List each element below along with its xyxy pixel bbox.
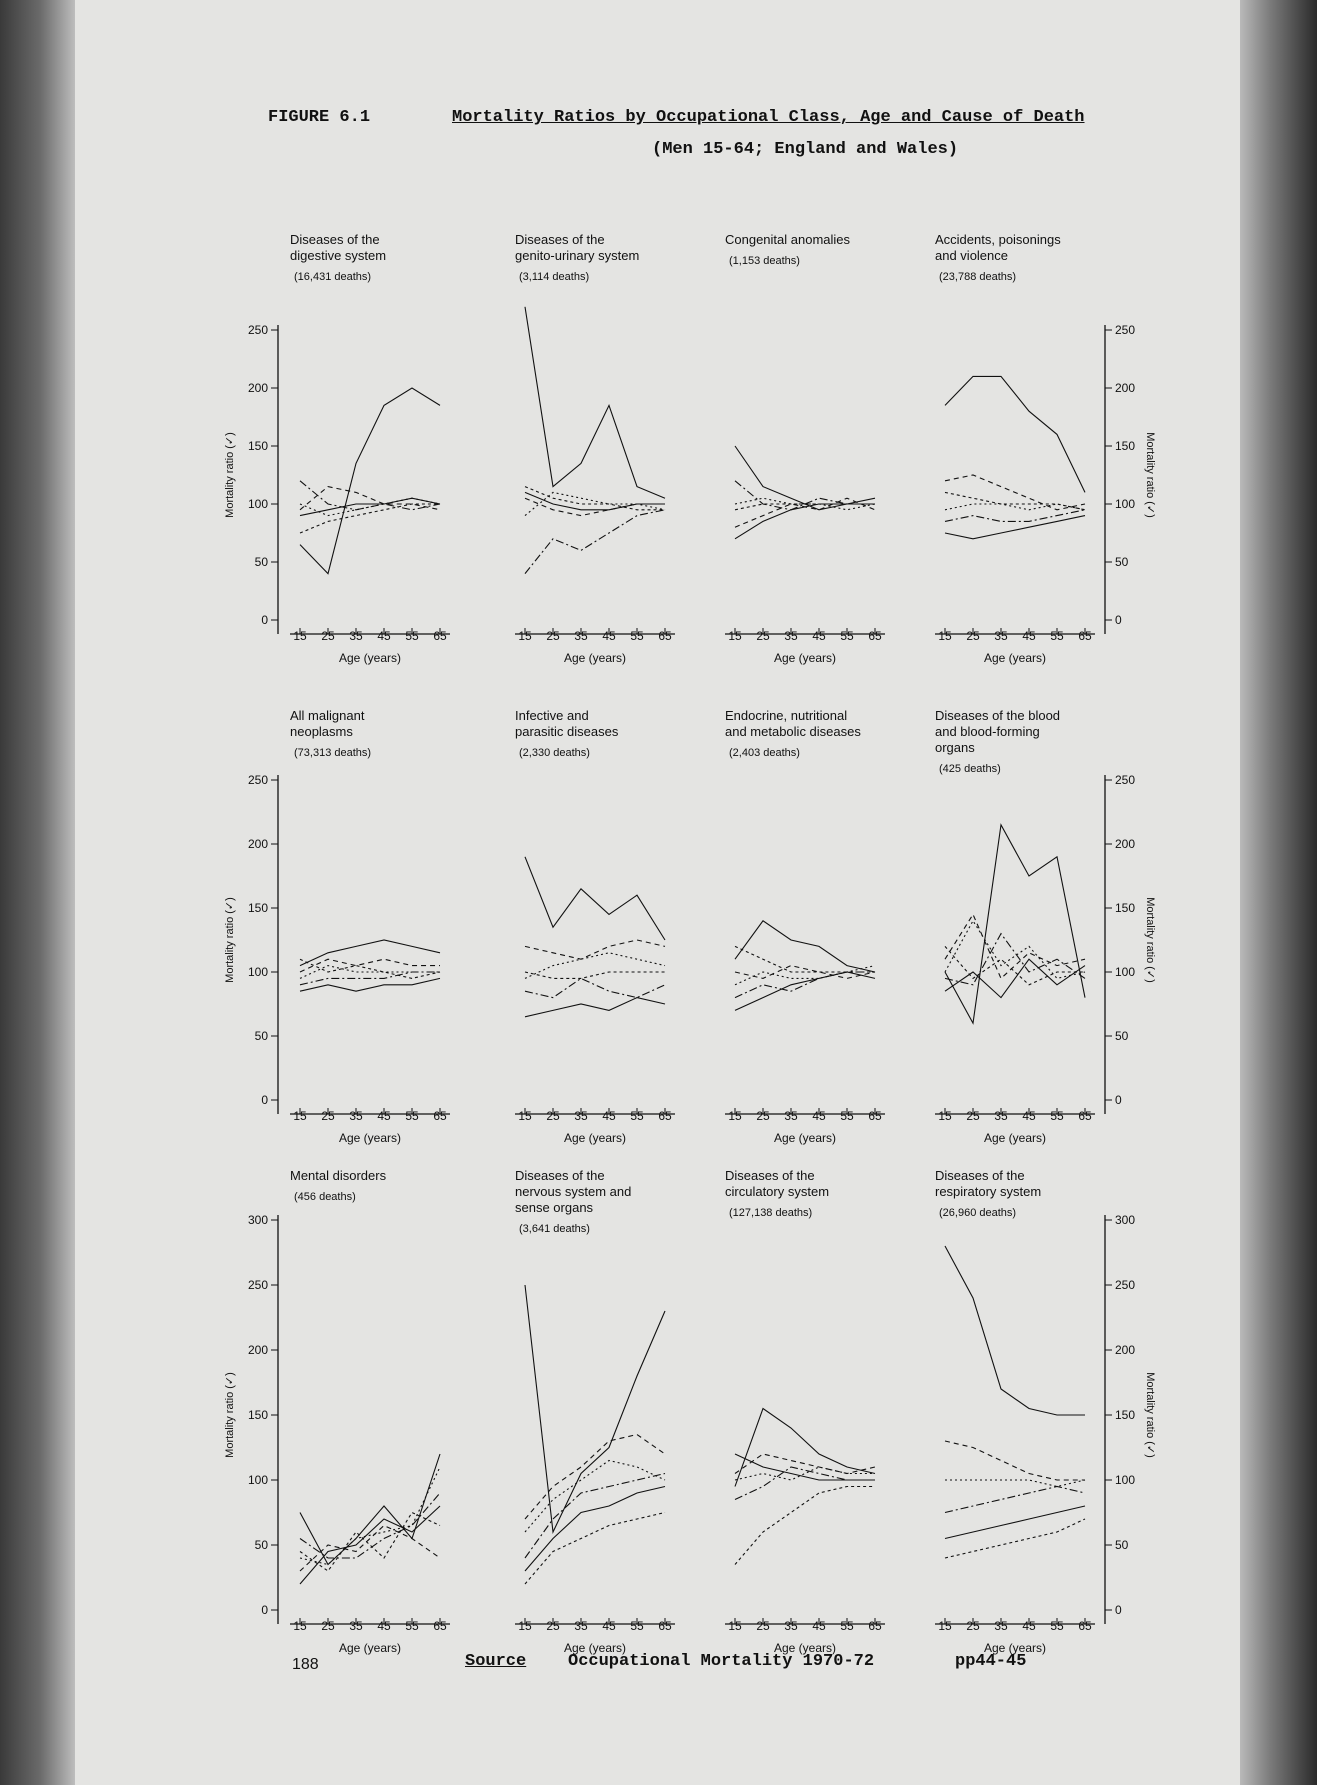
panel-2 [515,232,675,665]
x-tick-label: 45 [812,1109,826,1123]
series-line-5 [945,516,1085,539]
x-tick-label: 45 [1022,1619,1036,1633]
x-tick-label: 55 [1050,1619,1064,1633]
panel-4 [935,232,1156,665]
series-line-1 [525,857,665,940]
x-tick-label: 45 [1022,629,1036,643]
page-number: 188 [292,1656,319,1673]
series-line-6 [525,972,665,978]
x-tick-label: 35 [784,1109,798,1123]
y-tick-label: 100 [247,1473,268,1487]
y-tick-label: 200 [247,837,268,851]
panel-title-line: parasitic diseases [515,724,619,739]
x-tick-label: 45 [812,629,826,643]
x-axis-label: Age (years) [983,1131,1047,1145]
x-tick-label: 45 [602,1619,616,1633]
y-tick-label: 200 [1115,837,1136,851]
y-tick-label: 250 [1115,773,1136,787]
x-tick-label: 65 [433,1109,447,1123]
panel-title-line: genito-urinary system [515,248,640,263]
y-tick-label: 100 [247,497,268,511]
panel-9 [224,1168,450,1655]
panel-title-line: Accidents, poisonings [935,232,1061,247]
x-tick-label: 15 [728,1619,742,1633]
x-tick-label: 15 [293,1109,307,1123]
x-tick-label: 25 [546,1619,560,1633]
series-line-5 [735,1454,875,1480]
x-tick-label: 35 [994,1109,1008,1123]
panel-title-line: Diseases of the [290,232,380,247]
x-tick-label: 55 [405,1619,419,1633]
y-tick-label: 150 [1115,439,1136,453]
series-line-2 [525,940,665,959]
x-tick-label: 35 [574,1109,588,1123]
x-tick-label: 45 [602,1109,616,1123]
series-line-2 [945,914,1085,978]
series-line-1 [735,921,875,972]
x-tick-label: 15 [938,629,952,643]
panel-12 [935,1168,1156,1655]
x-tick-label: 45 [377,1109,391,1123]
panel-title-line: Congenital anomalies [725,232,851,247]
x-axis-label: Age (years) [563,1641,627,1655]
panel-deaths: (3,114 deaths) [519,271,590,283]
series-line-4 [735,481,875,510]
series-line-4 [945,1487,1085,1513]
x-tick-label: 25 [756,1619,770,1633]
series-line-6 [945,1519,1085,1558]
series-line-1 [945,376,1085,492]
panel-deaths: (127,138 deaths) [729,1207,813,1219]
x-tick-label: 35 [349,1619,363,1633]
x-tick-label: 15 [293,629,307,643]
y-tick-label: 200 [1115,1343,1136,1357]
x-tick-label: 35 [994,1619,1008,1633]
x-tick-label: 15 [938,1619,952,1633]
y-tick-label: 250 [1115,1278,1136,1292]
x-tick-label: 65 [658,1619,672,1633]
panel-deaths: (3,641 deaths) [519,1223,590,1235]
y-tick-label: 0 [261,613,268,627]
series-line-6 [735,1487,875,1565]
x-tick-label: 25 [966,1109,980,1123]
series-line-1 [735,446,875,510]
series-line-1 [945,1246,1085,1415]
x-tick-label: 25 [756,629,770,643]
y-tick-label: 300 [1115,1213,1136,1227]
panel-deaths: (23,788 deaths) [939,271,1017,283]
y-axis-label: Mortality ratio (✓) [224,432,236,518]
x-tick-label: 15 [518,1619,532,1633]
panel-deaths: (1,153 deaths) [729,255,800,267]
x-tick-label: 15 [728,629,742,643]
series-line-4 [525,1474,665,1559]
panel-8 [935,708,1156,1145]
x-tick-label: 35 [994,629,1008,643]
panel-title-line: sense organs [515,1200,594,1215]
series-line-4 [525,510,665,574]
figure-title: Mortality Ratios by Occupational Class, Age and Cause of Death [452,108,1085,127]
x-tick-label: 45 [812,1619,826,1633]
series-line-1 [300,940,440,966]
series-line-2 [300,959,440,972]
x-tick-label: 65 [658,1109,672,1123]
x-tick-label: 65 [868,629,882,643]
x-tick-label: 65 [1078,1619,1092,1633]
series-line-6 [300,1513,440,1572]
panel-6 [515,708,675,1145]
panel-deaths: (26,960 deaths) [939,1207,1017,1219]
y-tick-label: 150 [1115,1408,1136,1422]
series-line-5 [525,998,665,1017]
y-axis-label: Mortality ratio (✓) [1144,432,1156,518]
x-tick-label: 65 [433,629,447,643]
series-line-3 [525,953,665,979]
x-tick-label: 35 [349,629,363,643]
panel-title-line: and blood-forming [935,724,1040,739]
x-tick-label: 35 [784,629,798,643]
y-tick-label: 200 [247,1343,268,1357]
y-tick-label: 100 [1115,1473,1136,1487]
series-line-2 [525,1435,665,1520]
x-tick-label: 15 [938,1109,952,1123]
x-tick-label: 25 [321,1619,335,1633]
x-axis-label: Age (years) [773,651,837,665]
source-text: Occupational Mortality 1970-72 [568,1652,875,1671]
x-tick-label: 55 [405,629,419,643]
panel-title-line: All malignant [290,708,365,723]
panel-1 [224,232,450,665]
panel-title-line: Infective and [515,708,589,723]
y-tick-label: 150 [247,1408,268,1422]
x-tick-label: 45 [377,629,391,643]
x-tick-label: 65 [868,1619,882,1633]
y-tick-label: 250 [247,323,268,337]
x-axis-label: Age (years) [338,1131,402,1145]
x-tick-label: 25 [966,629,980,643]
x-axis-label: Age (years) [563,651,627,665]
panel-5 [224,708,450,1145]
y-axis-label: Mortality ratio (✓) [1144,1372,1156,1458]
panel-title-line: organs [935,740,975,755]
x-tick-label: 35 [784,1619,798,1633]
y-axis-label: Mortality ratio (✓) [224,1372,236,1458]
panel-3 [725,232,885,665]
x-tick-label: 15 [293,1619,307,1633]
figure-label: FIGURE 6.1 [268,108,371,127]
x-tick-label: 15 [728,1109,742,1123]
x-tick-label: 65 [868,1109,882,1123]
series-line-3 [945,1480,1085,1487]
y-tick-label: 50 [1115,555,1129,569]
panel-title-line: Diseases of the [725,1168,815,1183]
panel-deaths: (2,403 deaths) [729,747,800,759]
x-tick-label: 65 [1078,1109,1092,1123]
y-tick-label: 50 [1115,1029,1129,1043]
x-tick-label: 25 [546,629,560,643]
panel-title-line: and violence [935,248,1008,263]
y-tick-label: 50 [254,1029,268,1043]
y-tick-label: 150 [247,439,268,453]
y-tick-label: 200 [247,381,268,395]
y-tick-label: 0 [1115,1093,1122,1107]
source-label: Source [465,1652,527,1671]
series-line-5 [945,1506,1085,1539]
y-tick-label: 200 [1115,381,1136,395]
series-line-1 [300,388,440,574]
x-tick-label: 55 [630,1619,644,1633]
x-tick-label: 55 [840,1619,854,1633]
series-line-3 [945,504,1085,510]
x-axis-label: Age (years) [338,1641,402,1655]
x-axis-label: Age (years) [983,1641,1047,1655]
series-line-2 [945,1441,1085,1480]
series-line-6 [735,946,875,972]
x-tick-label: 55 [840,629,854,643]
figure-subtitle: (Men 15-64; England and Wales) [652,140,959,159]
y-tick-label: 100 [247,965,268,979]
panel-7 [725,708,885,1145]
panel-title-line: digestive system [290,248,387,263]
series-line-3 [300,966,440,979]
x-tick-label: 55 [630,1109,644,1123]
x-tick-label: 65 [433,1619,447,1633]
x-tick-label: 25 [966,1619,980,1633]
panel-title-line: Endocrine, nutritional [725,708,848,723]
y-tick-label: 250 [247,1278,268,1292]
x-tick-label: 35 [349,1109,363,1123]
panel-title-line: nervous system and [515,1184,632,1199]
panel-deaths: (425 deaths) [939,763,1001,775]
panel-title-line: respiratory system [935,1184,1042,1199]
x-tick-label: 25 [321,629,335,643]
series-line-5 [945,959,1085,997]
y-tick-label: 0 [1115,1603,1122,1617]
panel-11 [725,1168,885,1655]
y-tick-label: 100 [1115,497,1136,511]
panel-title-line: circulatory system [725,1184,830,1199]
y-tick-label: 150 [1115,901,1136,915]
y-tick-label: 50 [254,1538,268,1552]
x-tick-label: 45 [377,1619,391,1633]
x-tick-label: 25 [546,1109,560,1123]
x-tick-label: 45 [602,629,616,643]
x-axis-label: Age (years) [338,651,402,665]
x-tick-label: 15 [518,1109,532,1123]
panel-title-line: Diseases of the [935,1168,1025,1183]
y-tick-label: 100 [1115,965,1136,979]
series-line-2 [945,475,1085,510]
y-tick-label: 250 [1115,323,1136,337]
source-pages: pp44-45 [955,1652,1027,1671]
x-tick-label: 65 [1078,629,1092,643]
y-tick-label: 0 [261,1603,268,1617]
series-line-6 [525,1513,665,1585]
panel-title-line: Diseases of the blood [935,708,1061,723]
y-tick-label: 150 [247,901,268,915]
x-tick-label: 65 [658,629,672,643]
x-tick-label: 55 [1050,629,1064,643]
x-axis-label: Age (years) [773,1131,837,1145]
panel-deaths: (456 deaths) [294,1191,356,1203]
x-tick-label: 35 [574,629,588,643]
x-tick-label: 55 [405,1109,419,1123]
y-tick-label: 250 [247,773,268,787]
panel-title-line: Diseases of the [515,1168,605,1183]
y-tick-label: 0 [1115,613,1122,627]
panel-title-line: Diseases of the [515,232,605,247]
y-tick-label: 300 [247,1213,268,1227]
x-tick-label: 25 [756,1109,770,1123]
series-line-1 [525,307,665,498]
panel-deaths: (73,313 deaths) [294,747,372,759]
panel-title-line: and metabolic diseases [725,724,861,739]
y-tick-label: 50 [254,555,268,569]
x-axis-label: Age (years) [983,651,1047,665]
y-axis-label: Mortality ratio (✓) [224,897,236,983]
x-axis-label: Age (years) [773,1641,837,1655]
x-axis-label: Age (years) [563,1131,627,1145]
panel-title-line: Mental disorders [290,1168,387,1183]
y-tick-label: 0 [261,1093,268,1107]
x-tick-label: 25 [321,1109,335,1123]
x-tick-label: 45 [1022,1109,1036,1123]
series-line-4 [735,972,875,998]
x-tick-label: 55 [630,629,644,643]
x-tick-label: 55 [1050,1109,1064,1123]
y-tick-label: 50 [1115,1538,1129,1552]
x-tick-label: 15 [518,629,532,643]
series-line-5 [735,972,875,1010]
y-axis-label: Mortality ratio (✓) [1144,897,1156,983]
panel-title-line: neoplasms [290,724,353,739]
series-line-4 [525,978,665,997]
x-tick-label: 55 [840,1109,854,1123]
x-tick-label: 35 [574,1619,588,1633]
panel-deaths: (16,431 deaths) [294,271,372,283]
series-line-1 [300,1454,440,1565]
panel-deaths: (2,330 deaths) [519,747,590,759]
series-line-1 [945,825,1085,1023]
panel-10 [515,1168,675,1655]
